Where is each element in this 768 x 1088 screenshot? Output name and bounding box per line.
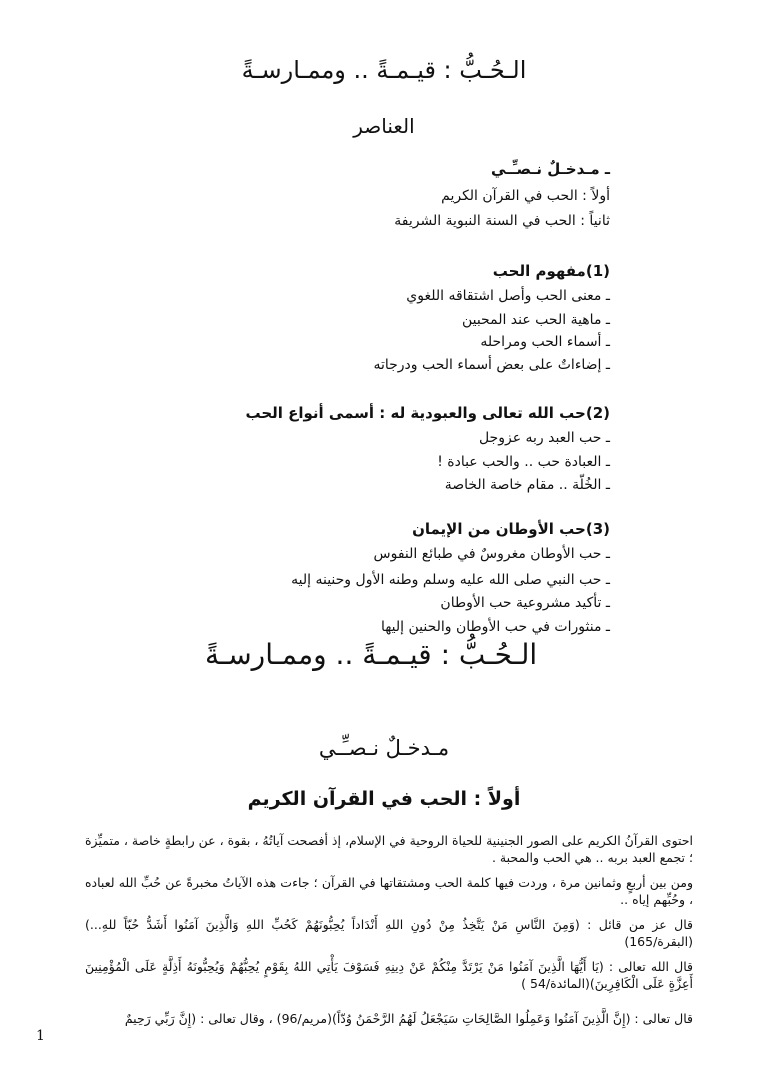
outline-item: ـ تأكيد مشروعية حب الأوطان <box>440 595 610 611</box>
outline-item: ـ معنى الحب وأصل اشتقاقه اللغوي <box>406 288 610 304</box>
body-paragraph: قال الله تعالى : (يَا أَيُّهَا الَّذِينَ آمَنُوا مَنْ يَرْتَدَّ مِنْكُمْ عَنْ دِينِهِ فَسَوْفَ يَأْتِي اللهُ بِقَوْمٍ يُحِبُّهُمْ وَيُحِبُّونَهُ أَذِلَّةٍ عَلَى الْمُؤْمِنِينَ أَعِزَّةٍ عَلَى الْكَافِرِينَ)(المائدة/54 ) <box>85 959 693 991</box>
outline-item: ـ إضاءاتٌ على بعض أسماء الحب ودرجاته <box>373 357 610 373</box>
body-paragraph: احتوى القرآنُ الكريم على الصور الجنينية للحياة الروحية في الإسلام، إذ أفصحت آياتُهُ ، بقوة ، عن رابطةٍ خاصة ، متميِّزة ؛ تجمع العبد بربه .. هي الحب والمحبة . <box>85 833 693 865</box>
elements-heading: العناصر <box>353 114 415 138</box>
body-paragraph: قال تعالى : (إِنَّ الَّذِينَ آمَنُوا وَعَمِلُوا الصَّالِحَاتِ سَيَجْعَلُ لَهُمُ الرَّحْمَنُ وُدّاً)(مريم/96) ، وقال تعالى : (إِنَّ رَبِّي رَحِيمٌ <box>124 1011 693 1026</box>
section3-heading: (3)حب الأوطان من الإيمان <box>412 520 610 538</box>
outline-item: ـ حب الأوطان مغروسٌ في طبائع النفوس <box>373 546 610 562</box>
outline-item: ـ العبادة حب .. والحب عبادة ! <box>437 454 610 470</box>
outline-item: ـ أسماء الحب ومراحله <box>480 334 610 350</box>
outline-item: ـ ماهية الحب عند المحبين <box>461 312 610 328</box>
outline-item: أولاً : الحب في القرآن الكريم <box>441 188 610 204</box>
outline-item: ـ حب العبد ربه عزوجل <box>478 430 610 446</box>
intro-heading: مـدخـلٌ نـصـِّـي <box>318 736 450 760</box>
intro-outline-heading: ـ مـدخـلٌ نـصـِّـي <box>491 160 610 178</box>
outline-item: ثانياً : الحب في السنة النبوية الشريفة <box>394 213 610 229</box>
repeated-title: الـحُـبُّ : قيـمـةً .. وممـارسـةً <box>205 638 538 671</box>
body-paragraph: قال عز من قائل : (وَمِنَ النَّاسِ مَنْ يَتَّخِذُ مِنْ دُونِ اللهِ أَنْدَاداً يُحِبُّونَهُمْ كَحُبِّ اللهِ وَالَّذِينَ آمَنُوا أَشَدُّ حُبّاً للهِ...) (البقرة/165) <box>85 917 693 949</box>
outline-item: ـ منثورات في حب الأوطان والحنين إليها <box>380 619 610 635</box>
outline-item: ـ حب النبي صلى الله عليه وسلم وطنه الأول وحنينه إليه <box>291 572 610 588</box>
outline-item: ـ الخُلّة .. مقام خاصة الخاصة <box>444 477 610 493</box>
page-number: 1 <box>36 1028 45 1044</box>
quran-heading: أولاً : الحب في القرآن الكريم <box>247 788 521 810</box>
section2-heading: (2)حب الله تعالى والعبودية له : أسمى أنواع الحب <box>245 404 610 422</box>
document-title: الـحُـبُّ : قيـمـةً .. وممـارسـةً <box>241 56 527 84</box>
body-paragraph: ومن بين أربعٍ وثمانين مرة ، وردت فيها كلمة الحب ومشتقاتها في القرآن ؛ جاءت هذه الآياتُ مخبرةً عن حُبِّ الله لعباده ، وحُبِّهم إياه .. <box>85 875 693 907</box>
section1-heading: (1)مفهوم الحب <box>492 262 610 280</box>
